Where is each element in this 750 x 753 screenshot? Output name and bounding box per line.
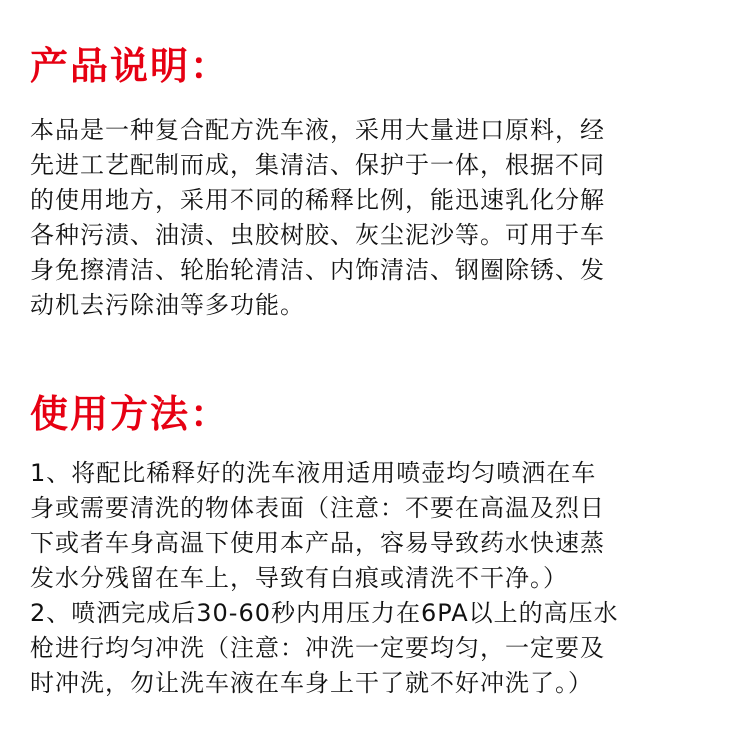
usage-line: 2、喷洒完成后30-60秒内用压力在6PA以上的高压水	[30, 599, 619, 627]
usage-line: 时冲洗，勿让洗车液在车身上干了就不好冲洗了。）	[30, 669, 593, 697]
description-line: 各种污渍、油渍、虫胶树胶、灰尘泥沙等。可用于车	[30, 221, 605, 249]
usage-line: 下或者车身高温下使用本产品，容易导致药水快速蒸	[30, 529, 605, 557]
description-line: 的使用地方，采用不同的稀释比例，能迅速乳化分解	[30, 186, 605, 214]
description-line: 动机去污除油等多功能。	[30, 291, 305, 319]
description-line: 身免擦清洁、轮胎轮清洁、内饰清洁、钢圈除锈、发	[30, 256, 605, 284]
usage-line: 1、将配比稀释好的洗车液用适用喷壶均匀喷洒在车	[30, 459, 597, 487]
product-description-paragraph	[30, 113, 730, 323]
description-line: 先进工艺配制而成，集清洁、保护于一体，根据不同	[30, 151, 605, 179]
usage-line: 发水分残留在车上，导致有白痕或清洗不干净。）	[30, 564, 568, 592]
product-description-heading: 产品说明：	[30, 44, 231, 88]
usage-paragraph	[30, 456, 730, 701]
usage-heading: 使用方法：	[30, 392, 231, 436]
usage-line: 枪进行均匀冲洗（注意：冲洗一定要均匀，一定要及	[30, 634, 605, 662]
usage-line: 身或需要清洗的物体表面（注意：不要在高温及烈日	[30, 494, 605, 522]
description-line: 本品是一种复合配方洗车液，采用大量进口原料，经	[30, 116, 605, 144]
